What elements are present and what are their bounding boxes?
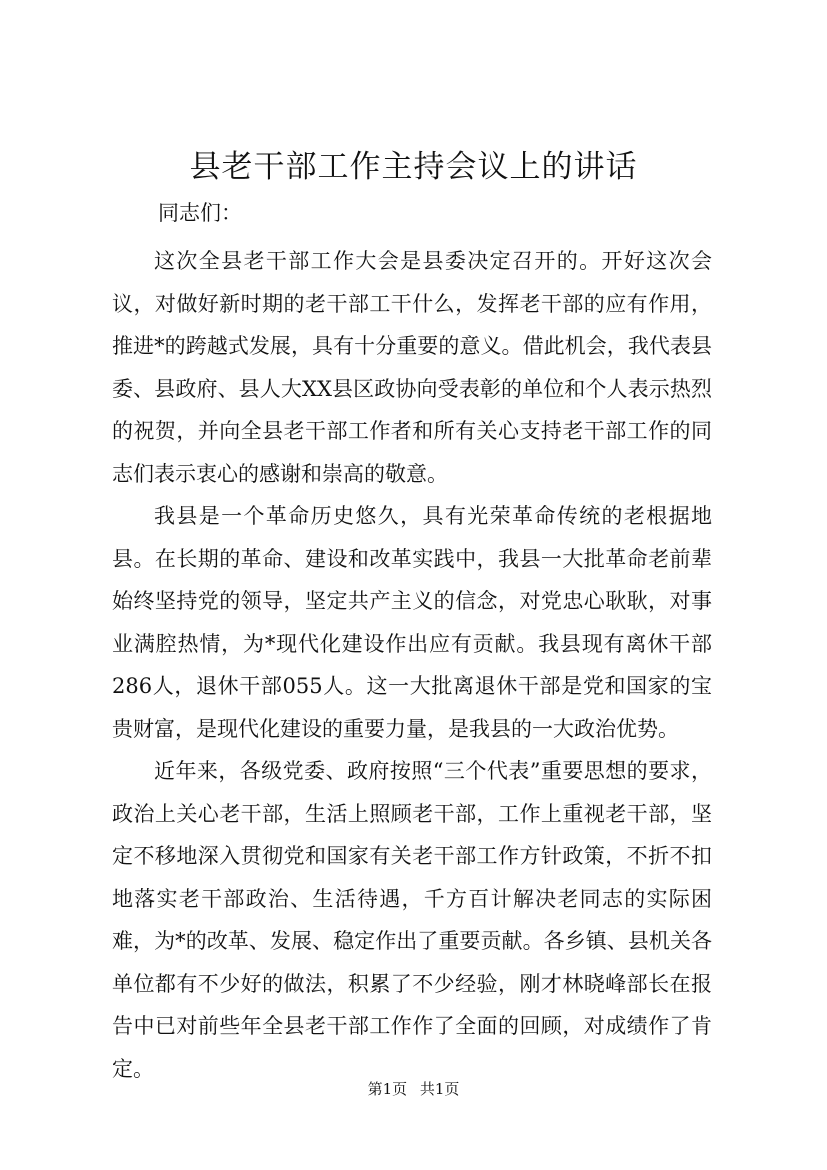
salutation: 同志们： bbox=[158, 201, 242, 225]
page-number: 第1页 bbox=[367, 1080, 408, 1098]
document-body bbox=[112, 240, 712, 1090]
paragraph: 这次全县老干部工作大会是县委决定召开的。开好这次会议，对做好新时期的老干部工干什么，发挥老干部的应有作用，推进*的跨越式发展，具有十分重要的意义。借此机会，我代表县委、县政府、县人大XX县区政协向受表彰的单位和个人表示热烈的祝贺，并向全县老干部工作者和所有关心支持老干部工作的同志们表示衷心的感谢和崇高的敬意。 bbox=[112, 249, 712, 486]
page-total: 共1页 bbox=[419, 1080, 460, 1098]
paragraph: 我县是一个革命历史悠久，具有光荣革命传统的老根据地县。在长期的革命、建设和改革实践中，我县一大批革命老前辈始终坚持党的领导，坚定共产主义的信念，对党忠心耿耿，对事业满腔热情，为*现代化建设作出应有贡献。我县现有离休干部286人，退休干部055人。这一大批离退休干部是党和国家的宝贵财富，是现代化建设的重要力量，是我县的一大政治优势。 bbox=[112, 504, 712, 741]
document-title: 县老干部工作主持会议上的讲话 bbox=[189, 149, 638, 185]
paragraph: 近年来，各级党委、政府按照“三个代表”重要思想的要求，政治上关心老干部，生活上照顾老干部，工作上重视老干部，坚定不移地深入贯彻党和国家有关老干部工作方针政策，不折不扣地落实老干部政治、生活待遇，千方百计解决老同志的实际困难，为*的改革、发展、稳定作出了重要贡献。各乡镇、县机关各单位都有不少好的做法，积累了不少经验，刚才林晓峰部长在报告中已对前些年全县老干部工作作了全面的回顾，对成绩作了肯定。 bbox=[112, 759, 712, 1081]
page-footer bbox=[0, 1079, 827, 1099]
